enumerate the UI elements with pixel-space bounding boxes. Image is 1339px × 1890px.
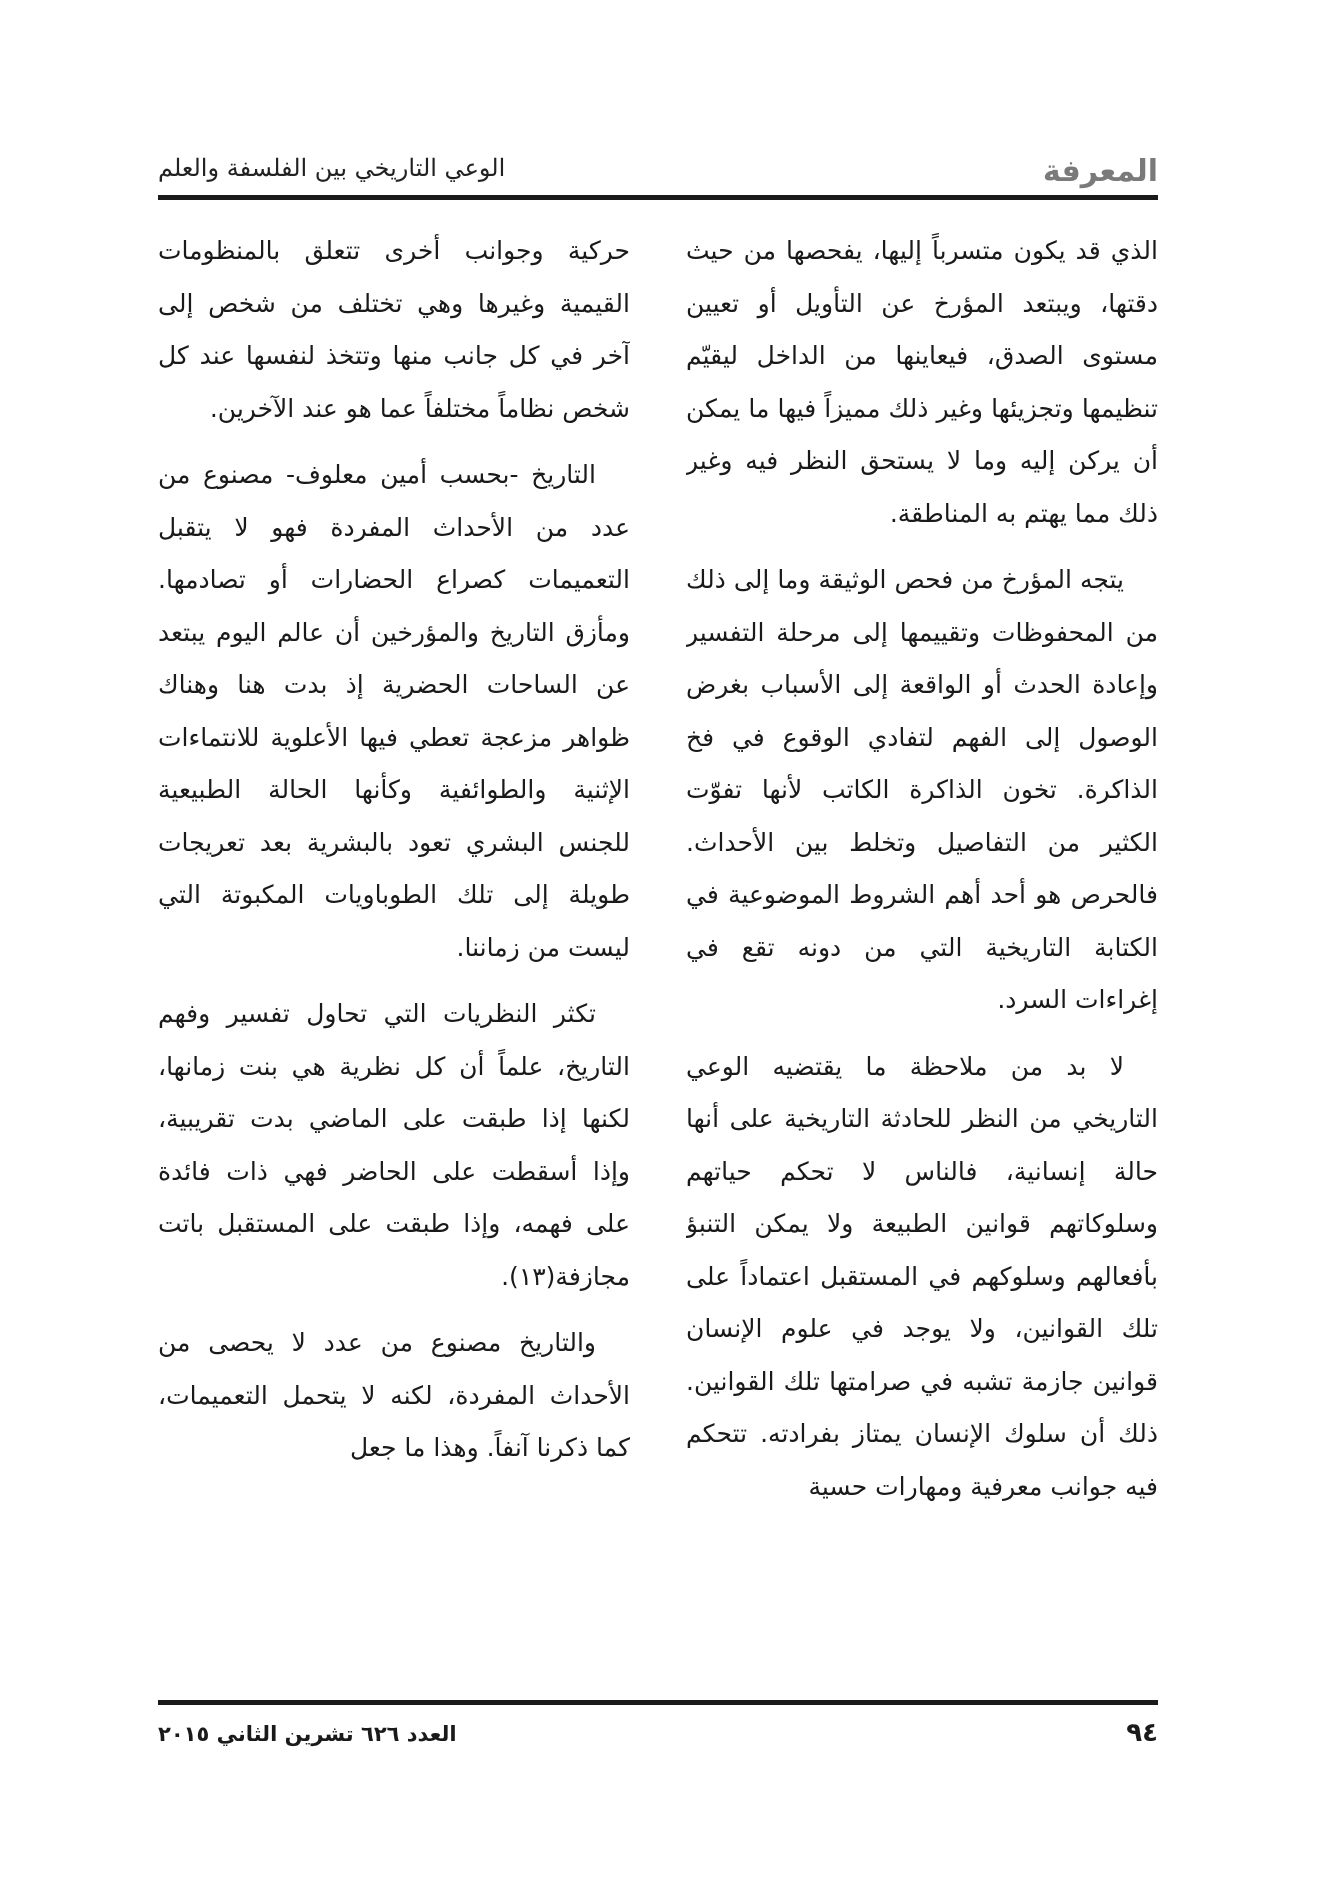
magazine-logo: المعرفة: [1042, 154, 1158, 189]
column-right: [686, 225, 1158, 1687]
running-title: الوعي التاريخي بين الفلسفة والعلم: [158, 154, 506, 182]
paragraph: تكثر النظريات التي تحاول تفسير وفهم التاريخ، علماً أن كل نظرية هي بنت زمانها، لكنها إذا طبقت على الماضي بدت تقريبية، وإذا أسقطت على الحاضر فهي ذات فائدة على فهمه، وإذا طبقت على المستقبل باتت مجازفة(١٣).: [158, 999, 630, 1291]
page-header: [158, 150, 1158, 190]
page-number: ٩٤: [1126, 1718, 1158, 1748]
paragraph: التاريخ -بحسب أمين معلوف- مصنوع من عدد من الأحداث المفردة فهو لا يتقبل التعميمات كصراع الحضارات أو تصادمها. ومأزق التاريخ والمؤرخين أن عالم اليوم يبتعد عن الساحات الحضرية إذ بدت هنا وهناك ظواهر مزعجة تعطي فيها الأعلوية للانتماءات الإثنية والطوائفية وكأنها الحالة الطبيعية للجنس البشري تعود بالبشرية بعد تعريجات طويلة إلى تلك الطوباويات المكبوتة التي ليست من زماننا.: [158, 460, 630, 962]
column-left: [158, 225, 630, 1687]
page-footer: [158, 1718, 1158, 1754]
paragraph: حركية وجوانب أخرى تتعلق بالمنظومات القيمية وغيرها وهي تختلف من شخص إلى آخر في كل جانب منها وتتخذ لنفسها عند كل شخص نظاماً مختلفاً عما هو عند الآخرين.: [158, 236, 630, 423]
footer-rule: [158, 1700, 1158, 1705]
paragraph: يتجه المؤرخ من فحص الوثيقة وما إلى ذلك من المحفوظات وتقييمها إلى مرحلة التفسير وإعادة الحدث أو الواقعة إلى الأسباب بغرض الوصول إلى الفهم لتفادي الوقوع في فخ الذاكرة. تخون الذاكرة الكاتب لأنها تفوّت الكثير من التفاصيل وتخلط بين الأحداث. فالحرص هو أحد أهم الشروط الموضوعية في الكتابة التاريخية التي من دونه تقع في إغراءات السرد.: [686, 565, 1158, 1014]
paragraph: والتاريخ مصنوع من عدد لا يحصى من الأحداث المفردة، لكنه لا يتحمل التعميمات، كما ذكرنا آنفاً. وهذا ما جعل: [158, 1328, 630, 1462]
header-rule: [158, 195, 1158, 200]
issue-info: العدد ٦٢٦ تشرين الثاني ٢٠١٥: [158, 1722, 457, 1746]
paragraph: لا بد من ملاحظة ما يقتضيه الوعي التاريخي من النظر للحادثة التاريخية على أنها حالة إنسانية، فالناس لا تحكم حياتهم وسلوكاتهم قوانين الطبيعة ولا يمكن التنبؤ بأفعالهم وسلوكهم في المستقبل اعتماداً على تلك القوانين، ولا يوجد في علوم الإنسان قوانين جازمة تشبه في صرامتها تلك القوانين. ذلك أن سلوك الإنسان يمتاز بفرادته. تتحكم فيه جوانب معرفية ومهارات حسية: [686, 1051, 1158, 1501]
paragraph: الذي قد يكون متسرباً إليها، يفحصها من حيث دقتها، ويبتعد المؤرخ عن التأويل أو تعيين مستوى الصدق، فيعاينها من الداخل ليقيّم تنظيمها وتجزيئها وغير ذلك مميزاً فيها ما يمكن أن يركن إليه وما لا يستحق النظر فيه وغير ذلك مما يهتم به المناطقة.: [686, 236, 1158, 528]
